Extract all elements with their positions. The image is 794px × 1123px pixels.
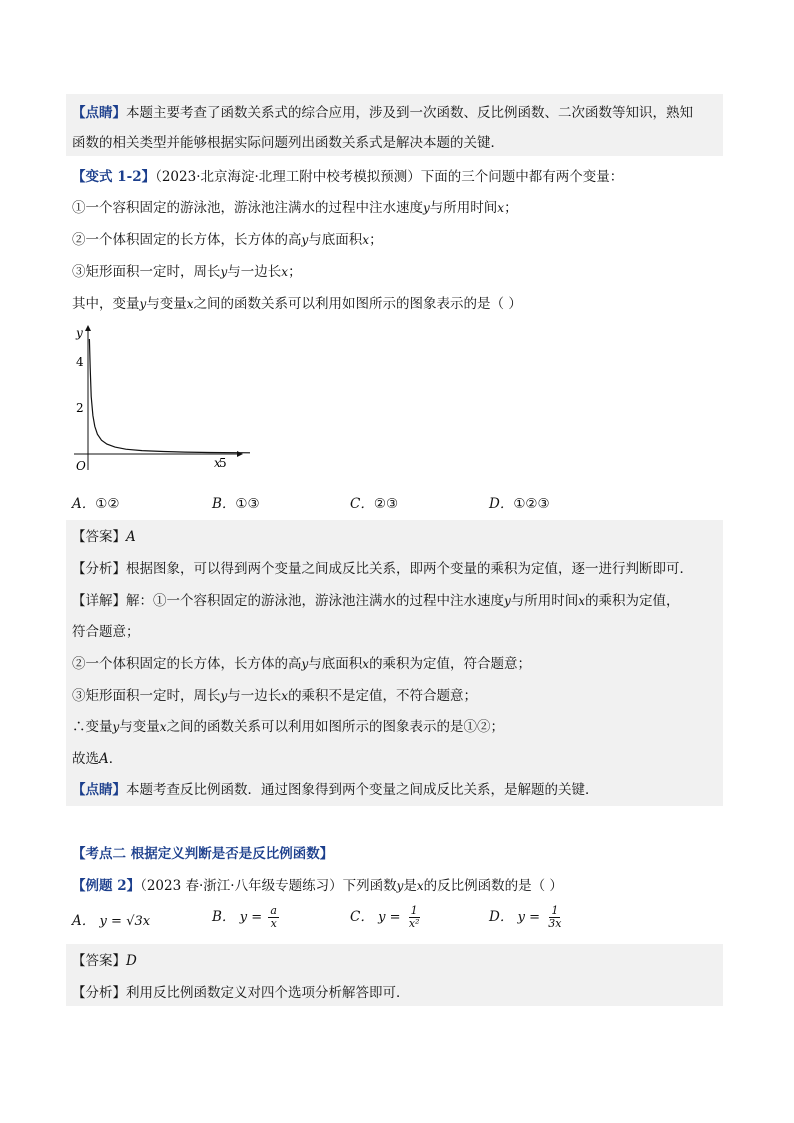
option-a-label: A． [72, 496, 96, 512]
fenxi-tag: 【分析】 [72, 561, 126, 577]
var-x: x [186, 297, 194, 311]
y-tick-label: 4 [76, 355, 84, 369]
denominator: x [270, 917, 277, 930]
var-y: y [301, 657, 309, 671]
denominator: 3x [548, 917, 562, 930]
fenxi-text: 利用反比例函数定义对四个选项分析解答即可． [126, 985, 410, 1001]
text-segment: 之间的函数关系可以利用如图所示的图象表示的是（ ） [193, 296, 522, 312]
var-x: x [362, 657, 370, 671]
text-segment: ； [504, 200, 518, 216]
option-b-text: ①③ [235, 496, 260, 512]
xiangjie-line-2 [72, 623, 140, 641]
bianshi-source: （2023·北京海淀·北理工附中校考模拟预测）下面的三个问题中都有两个变量： [155, 169, 624, 185]
text-segment: 是 [403, 878, 417, 894]
dianjing-text-1: 本题主要考查了函数关系式的综合应用，涉及到一次函数、反比例函数、二次函数等知识，熟知 [126, 105, 693, 121]
text-segment: ③矩形面积一定时，周长 [72, 264, 221, 280]
text-segment: ∴变量 [72, 719, 113, 735]
text-segment: ②一个体积固定的长方体，长方体的高 [72, 656, 302, 672]
fenxi-tag: 【分析】 [72, 985, 126, 1001]
option-label: D． [489, 909, 514, 925]
bianshi-heading [72, 168, 623, 186]
answer-value: A [126, 529, 136, 545]
option-b-label: B． [212, 496, 236, 512]
answer-1 [72, 528, 136, 546]
option-a-text: ①② [95, 496, 120, 512]
bianshi-item-3 [72, 263, 302, 281]
text-segment: 与所用时间 [429, 200, 498, 216]
liti-heading [72, 877, 563, 895]
answer-2 [72, 952, 137, 970]
liti-option-c[interactable] [350, 905, 421, 930]
fraction [268, 905, 279, 930]
text-segment: 与底面积 [308, 656, 363, 672]
dianjing-tag: 【点睛】 [72, 105, 126, 121]
xiangjie-line-4 [72, 687, 477, 705]
kaodian-heading: 【考点二 根据定义判断是否是反比例函数】 [72, 846, 334, 862]
liti-option-a[interactable] [72, 912, 150, 931]
option-lhs: y = [99, 914, 122, 929]
fraction [407, 905, 422, 930]
option-b[interactable] [212, 495, 260, 513]
liti-option-d[interactable] [489, 905, 564, 930]
answer-value: D [126, 953, 137, 969]
text-segment: ②一个体积固定的长方体，长方体的高 [72, 232, 302, 248]
fenxi-2 [72, 984, 410, 1002]
option-lhs: y = [517, 910, 540, 925]
answer-tag: 【答案】 [72, 953, 126, 969]
x-axis-label: x [214, 456, 221, 470]
text-segment: （2023 春·浙江·八年级专题练习）下列函数 [140, 878, 397, 894]
text-segment: 之间的函数关系可以利用如图所示的图象表示的是①②； [166, 719, 505, 735]
bianshi-tag: 【变式 1-2】 [72, 169, 156, 185]
var-y: y [112, 720, 120, 734]
option-label: B． [212, 909, 236, 925]
option-d-label: D． [489, 496, 514, 512]
denominator: x² [408, 917, 420, 930]
var-y: y [220, 265, 228, 279]
curve-series [89, 339, 250, 453]
var-y: y [301, 233, 309, 247]
numerator: 1 [410, 904, 418, 917]
text-segment: ； [369, 232, 383, 248]
bianshi-item-1 [72, 199, 518, 217]
xiangjie-line-1 [72, 592, 680, 610]
text-segment: 的乘积不是定值，不符合题意； [288, 688, 478, 704]
dianjing-2 [72, 781, 599, 799]
xiangjie-line-6 [72, 750, 122, 768]
var-x: x [281, 689, 289, 703]
origin-label: O [76, 459, 86, 473]
var-x: x [159, 720, 167, 734]
text-segment: ； [288, 264, 302, 280]
y-tick-label: 2 [76, 401, 84, 415]
text-segment: 故选 [72, 751, 99, 767]
text-segment: 的乘积为定值， [585, 593, 680, 609]
text-segment: 的乘积为定值，符合题意； [369, 656, 532, 672]
text-segment: ①一个容积固定的游泳池，游泳池注满水的过程中注水速度 [72, 200, 423, 216]
option-d[interactable] [489, 495, 550, 513]
var-y: y [220, 689, 228, 703]
fenxi-text: 根据图象，可以得到两个变量之间成反比关系，即两个变量的乘积为定值，逐一进行判断即可． [126, 561, 693, 577]
option-c[interactable] [350, 495, 398, 513]
option-lhs: y = [239, 910, 263, 925]
option-a[interactable] [72, 495, 119, 513]
var-x: x [416, 879, 424, 893]
xiangjie-tag: 【详解】 [72, 593, 126, 609]
option-c-label: C． [350, 496, 374, 512]
var-x: x [578, 594, 586, 608]
text-segment: 解：①一个容积固定的游泳池，游泳池注满水的过程中注水速度 [126, 593, 504, 609]
option-d-text: ①②③ [513, 496, 550, 512]
answer-letter: A [99, 751, 109, 767]
text-segment: 与变量 [119, 719, 160, 735]
var-y: y [504, 594, 511, 608]
var-x: x [362, 233, 370, 247]
dianjing-1-line-2 [72, 134, 504, 152]
answer-tag: 【答案】 [72, 529, 126, 545]
text-segment: 的反比例函数的是（ ） [423, 878, 563, 894]
var-x: x [497, 201, 505, 215]
option-label: A． [72, 913, 96, 929]
x-tick-labels [219, 456, 227, 470]
bianshi-question [72, 295, 522, 313]
bianshi-item-2 [72, 231, 383, 249]
numerator: 1 [551, 904, 559, 917]
text-segment: 其中，变量 [72, 296, 140, 312]
text-segment: ③矩形面积一定时，周长 [72, 688, 221, 704]
text-segment: 与一边长 [227, 264, 282, 280]
text-segment: 符合题意； [72, 624, 140, 640]
dianjing-text-2: 函数的相关类型并能够根据实际问题列出函数关系式是解决本题的关键． [72, 135, 504, 151]
option-lhs: y = [378, 910, 401, 925]
option-label: C． [350, 909, 374, 925]
var-y: y [396, 879, 404, 893]
var-x: x [281, 265, 289, 279]
fraction [546, 905, 563, 930]
xiangjie-line-5 [72, 718, 504, 736]
text-segment: 与所用时间 [510, 593, 579, 609]
var-y: y [139, 297, 147, 311]
var-y: y [423, 201, 430, 215]
fenxi-1 [72, 560, 693, 578]
text-segment: 与底面积 [308, 232, 363, 248]
x-tick-label: 5 [219, 456, 227, 470]
text-segment: 与一边长 [227, 688, 282, 704]
liti-option-b[interactable] [212, 905, 279, 930]
y-tick-labels [76, 355, 84, 415]
option-c-text: ②③ [373, 496, 399, 512]
dianjing-1-line-1 [72, 104, 693, 122]
text-segment: 与变量 [146, 296, 187, 312]
liti-tag: 【例题 2】 [72, 878, 141, 894]
y-axis-label: y [76, 326, 83, 340]
dianjing-text: 本题考查反比例函数．通过图象得到两个变量之间成反比关系，是解题的关键． [126, 782, 599, 798]
dianjing-tag: 【点睛】 [72, 782, 126, 798]
xiangjie-line-3 [72, 655, 531, 673]
text-segment: ． [108, 751, 123, 767]
reciprocal-function-graph [70, 320, 250, 480]
numerator: a [270, 904, 277, 917]
option-rhs: √3x [126, 914, 151, 929]
